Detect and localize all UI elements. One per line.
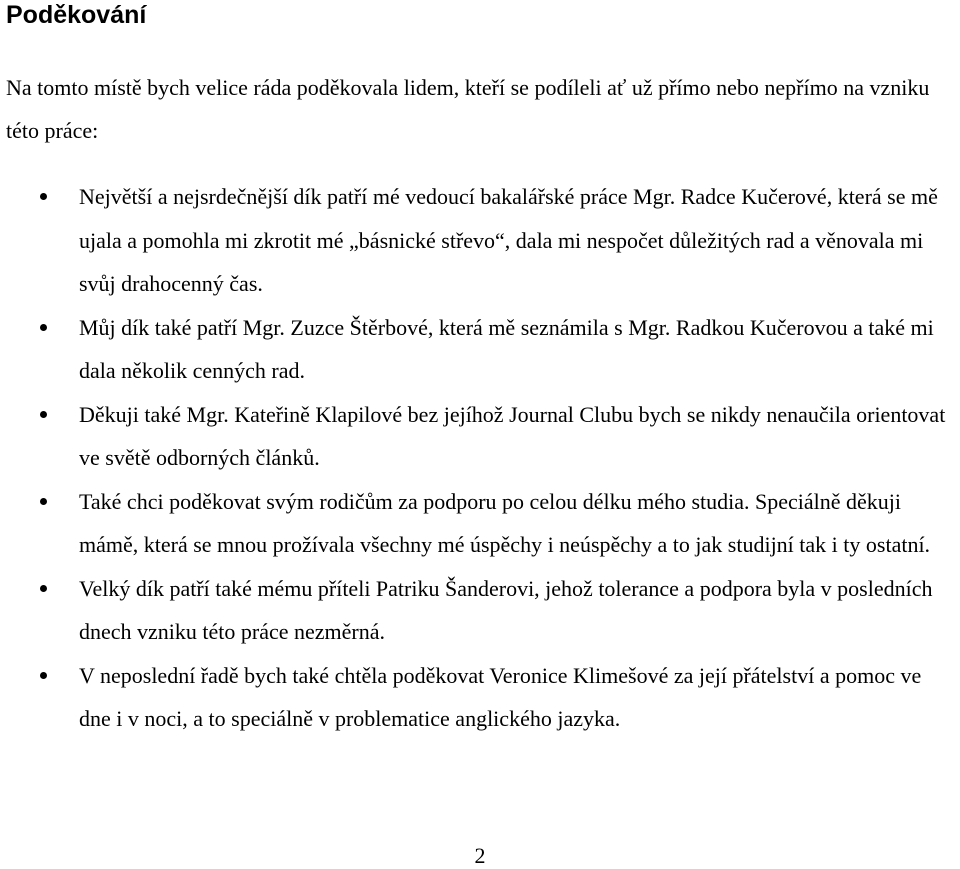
list-item — [0, 306, 960, 393]
list-item — [0, 480, 960, 567]
list-item — [0, 393, 960, 480]
bullet-icon — [40, 324, 47, 331]
list-item — [0, 654, 960, 741]
bullet-icon — [40, 498, 47, 505]
bullet-icon — [40, 193, 47, 200]
bullet-icon — [40, 585, 47, 592]
list-item-text: Největší a nejsrdečnější dík patří mé vedoucí bakalářské práce Mgr. Radce Kučerové, která se mě ujala a pomohla mi zkrotit mé „básnické střevo“, dala mi nespočet důležitých rad a věnovala mi svůj drahocenný čas. — [79, 184, 938, 296]
acknowledgement-list — [0, 175, 960, 741]
page-title: Poděkování — [6, 1, 147, 29]
bullet-icon — [40, 411, 47, 418]
list-item — [0, 175, 960, 306]
bullet-icon — [40, 672, 47, 679]
list-item-text: V neposlední řadě bych také chtěla poděkovat Veronice Klimešové za její přátelství a pomoc ve dne i v noci, a to speciálně v problematice anglického jazyka. — [79, 662, 922, 731]
list-item-text: Také chci poděkovat svým rodičům za podporu po celou délku mého studia. Speciálně děkuji mámě, která se mnou prožívala všechny mé úspěchy i neúspěchy a to jak studijní tak i ty ostatní. — [79, 488, 931, 557]
list-item — [0, 567, 960, 654]
page-number: 2 — [474, 843, 486, 868]
list-item-text: Můj dík také patří Mgr. Zuzce Štěrbové, která mě seznámila s Mgr. Radkou Kučerovou a také mi dala několik cenných rad. — [79, 314, 934, 383]
list-item-text: Velký dík patří také mému příteli Patriku Šanderovi, jehož tolerance a podpora byla v posledních dnech vzniku této práce nezměrná. — [79, 575, 933, 644]
intro-paragraph: Na tomto místě bych velice ráda poděkovala lidem, kteří se podíleli ať už přímo nebo nepřímo na vzniku této práce: — [6, 75, 930, 143]
list-item-text: Děkuji také Mgr. Kateřině Klapilové bez jejíhož Journal Clubu bych se nikdy nenaučila orientovat ve světě odborných článků. — [79, 401, 946, 470]
